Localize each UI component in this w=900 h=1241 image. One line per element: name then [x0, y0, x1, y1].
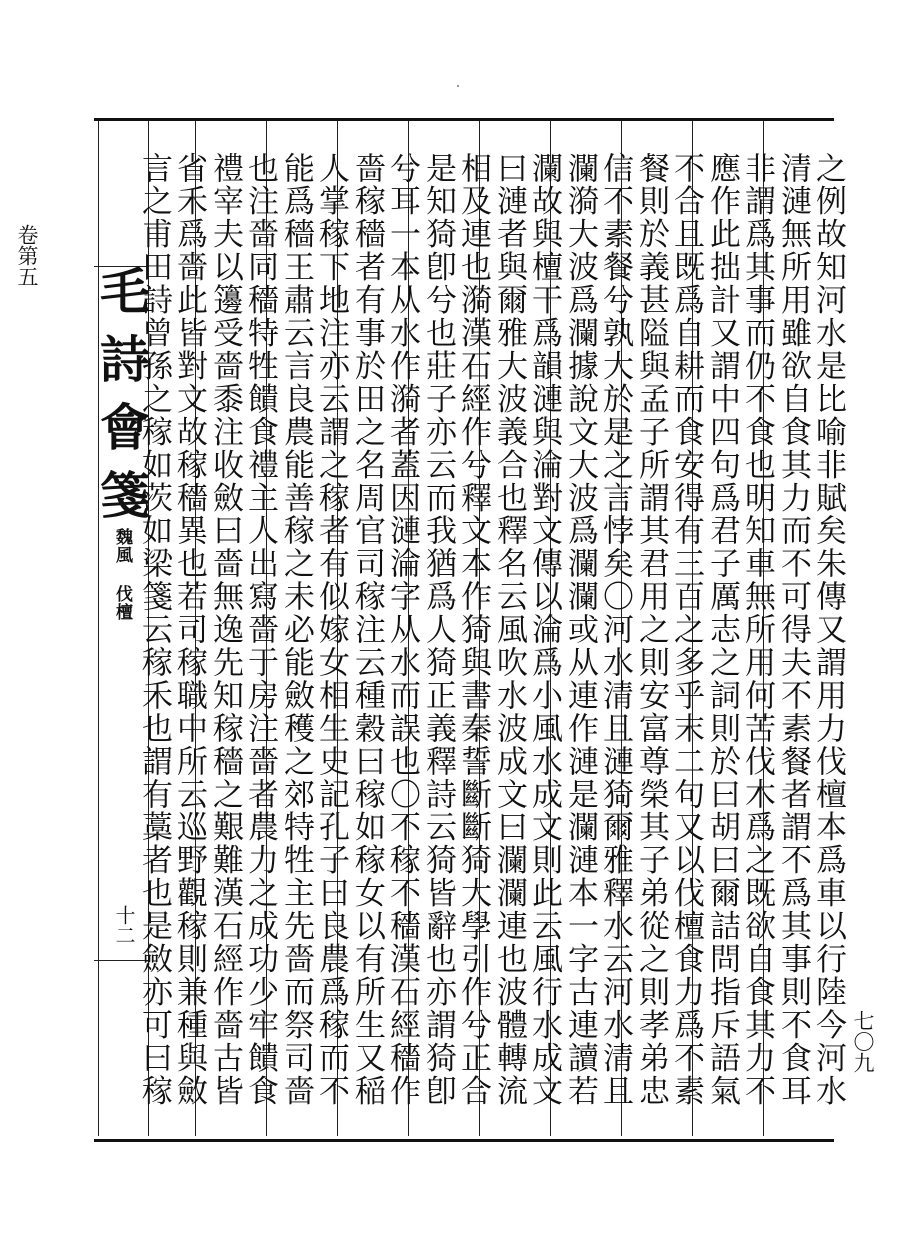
- text-column: 餐則於義甚隘與孟子所謂其君用之則安富尊榮其子弟從之則孝弟忠: [633, 152, 669, 1108]
- text-column: 相及連也漪漢石經作兮釋文本作猗與書秦誓斷斷猗大學引作兮正合: [455, 152, 491, 1108]
- page-number: 七〇九: [851, 1010, 875, 1073]
- text-column: 瀾漪大波爲瀾據說文大波爲瀾瀾或从連作漣是瀾漣本一字古連讀若: [562, 152, 598, 1108]
- text-column: 信不素餐兮孰大於是之言悖矣〇河水清且漣猗爾雅釋水云河水清且: [597, 152, 633, 1108]
- volume-label: 卷第五: [15, 224, 39, 287]
- book-title: 毛詩會箋: [92, 265, 151, 537]
- text-column: 禮宰夫以籩受嗇黍注收斂曰嗇無逸先知稼穡之艱難漢石經作嗇古皆: [207, 152, 243, 1108]
- text-column: 曰漣者與爾雅大波義合也釋名云風吹水波成文曰瀾瀾連也波體轉流: [491, 152, 527, 1108]
- text-column: 人掌稼下地注亦云謂之稼者有似嫁女相生史記孔子曰良農爲稼而不: [313, 152, 349, 1108]
- text-column: 言之甫田詩曾孫之稼如茨如梁箋云稼禾也謂有藁者也是斂亦可曰稼: [136, 152, 172, 1108]
- folio-number: 十二: [112, 905, 136, 945]
- text-column: 清漣無所用雖欲自食其力而不可得夫不素餐者謂不爲其事則不食耳: [775, 152, 811, 1108]
- text-column: 之例故知河水是比喻非賦矣朱傳又謂用力伐檀本爲車以行陸今河水: [810, 152, 846, 1108]
- text-column: 應作此拙計又謂中四句爲君子厲志之詞則於曰胡曰爾詰問指斥語氣: [704, 152, 740, 1108]
- text-column: 省禾爲嗇此皆對文故稼穡異也若司稼職中所云巡野觀稼則兼種與斂: [171, 152, 207, 1108]
- text-column: 瀾故與檀干爲韻漣與淪對文傳以淪爲小風水成文則此云風行水成文: [526, 152, 562, 1108]
- text-column: 非謂爲其事而仍不食也明知車無所用何苦伐木爲之既欲自食其力不: [739, 152, 775, 1108]
- text-column: 兮耳一本从水作漪者蓋因漣淪字从水而誤也〇不稼不穡漢石經穡作: [384, 152, 420, 1108]
- text-column: 不合且既爲自耕而食安得有三百之多乎末二句又以伐檀食力爲不素: [668, 152, 704, 1108]
- scan-speck: [457, 85, 459, 87]
- text-column: 也注嗇同穡特牲饋食禮主人出寫嗇于房注嗇者農力之成功少牢饋食: [242, 152, 278, 1108]
- text-column: 嗇稼穡者有事於田之名周官司稼注云種穀曰稼如稼女以有所生又稲: [349, 152, 385, 1108]
- chapter-label: 魏風 伐檀: [112, 528, 132, 621]
- text-column: 是知猗卽兮也莊子亦云而我猶爲人猗正義釋詩云猗皆辭也亦謂猗卽: [420, 152, 456, 1108]
- text-column: 能爲穡王肅云言良農能善稼之未必能斂穫之郊特牲主先嗇而祭司嗇: [278, 152, 314, 1108]
